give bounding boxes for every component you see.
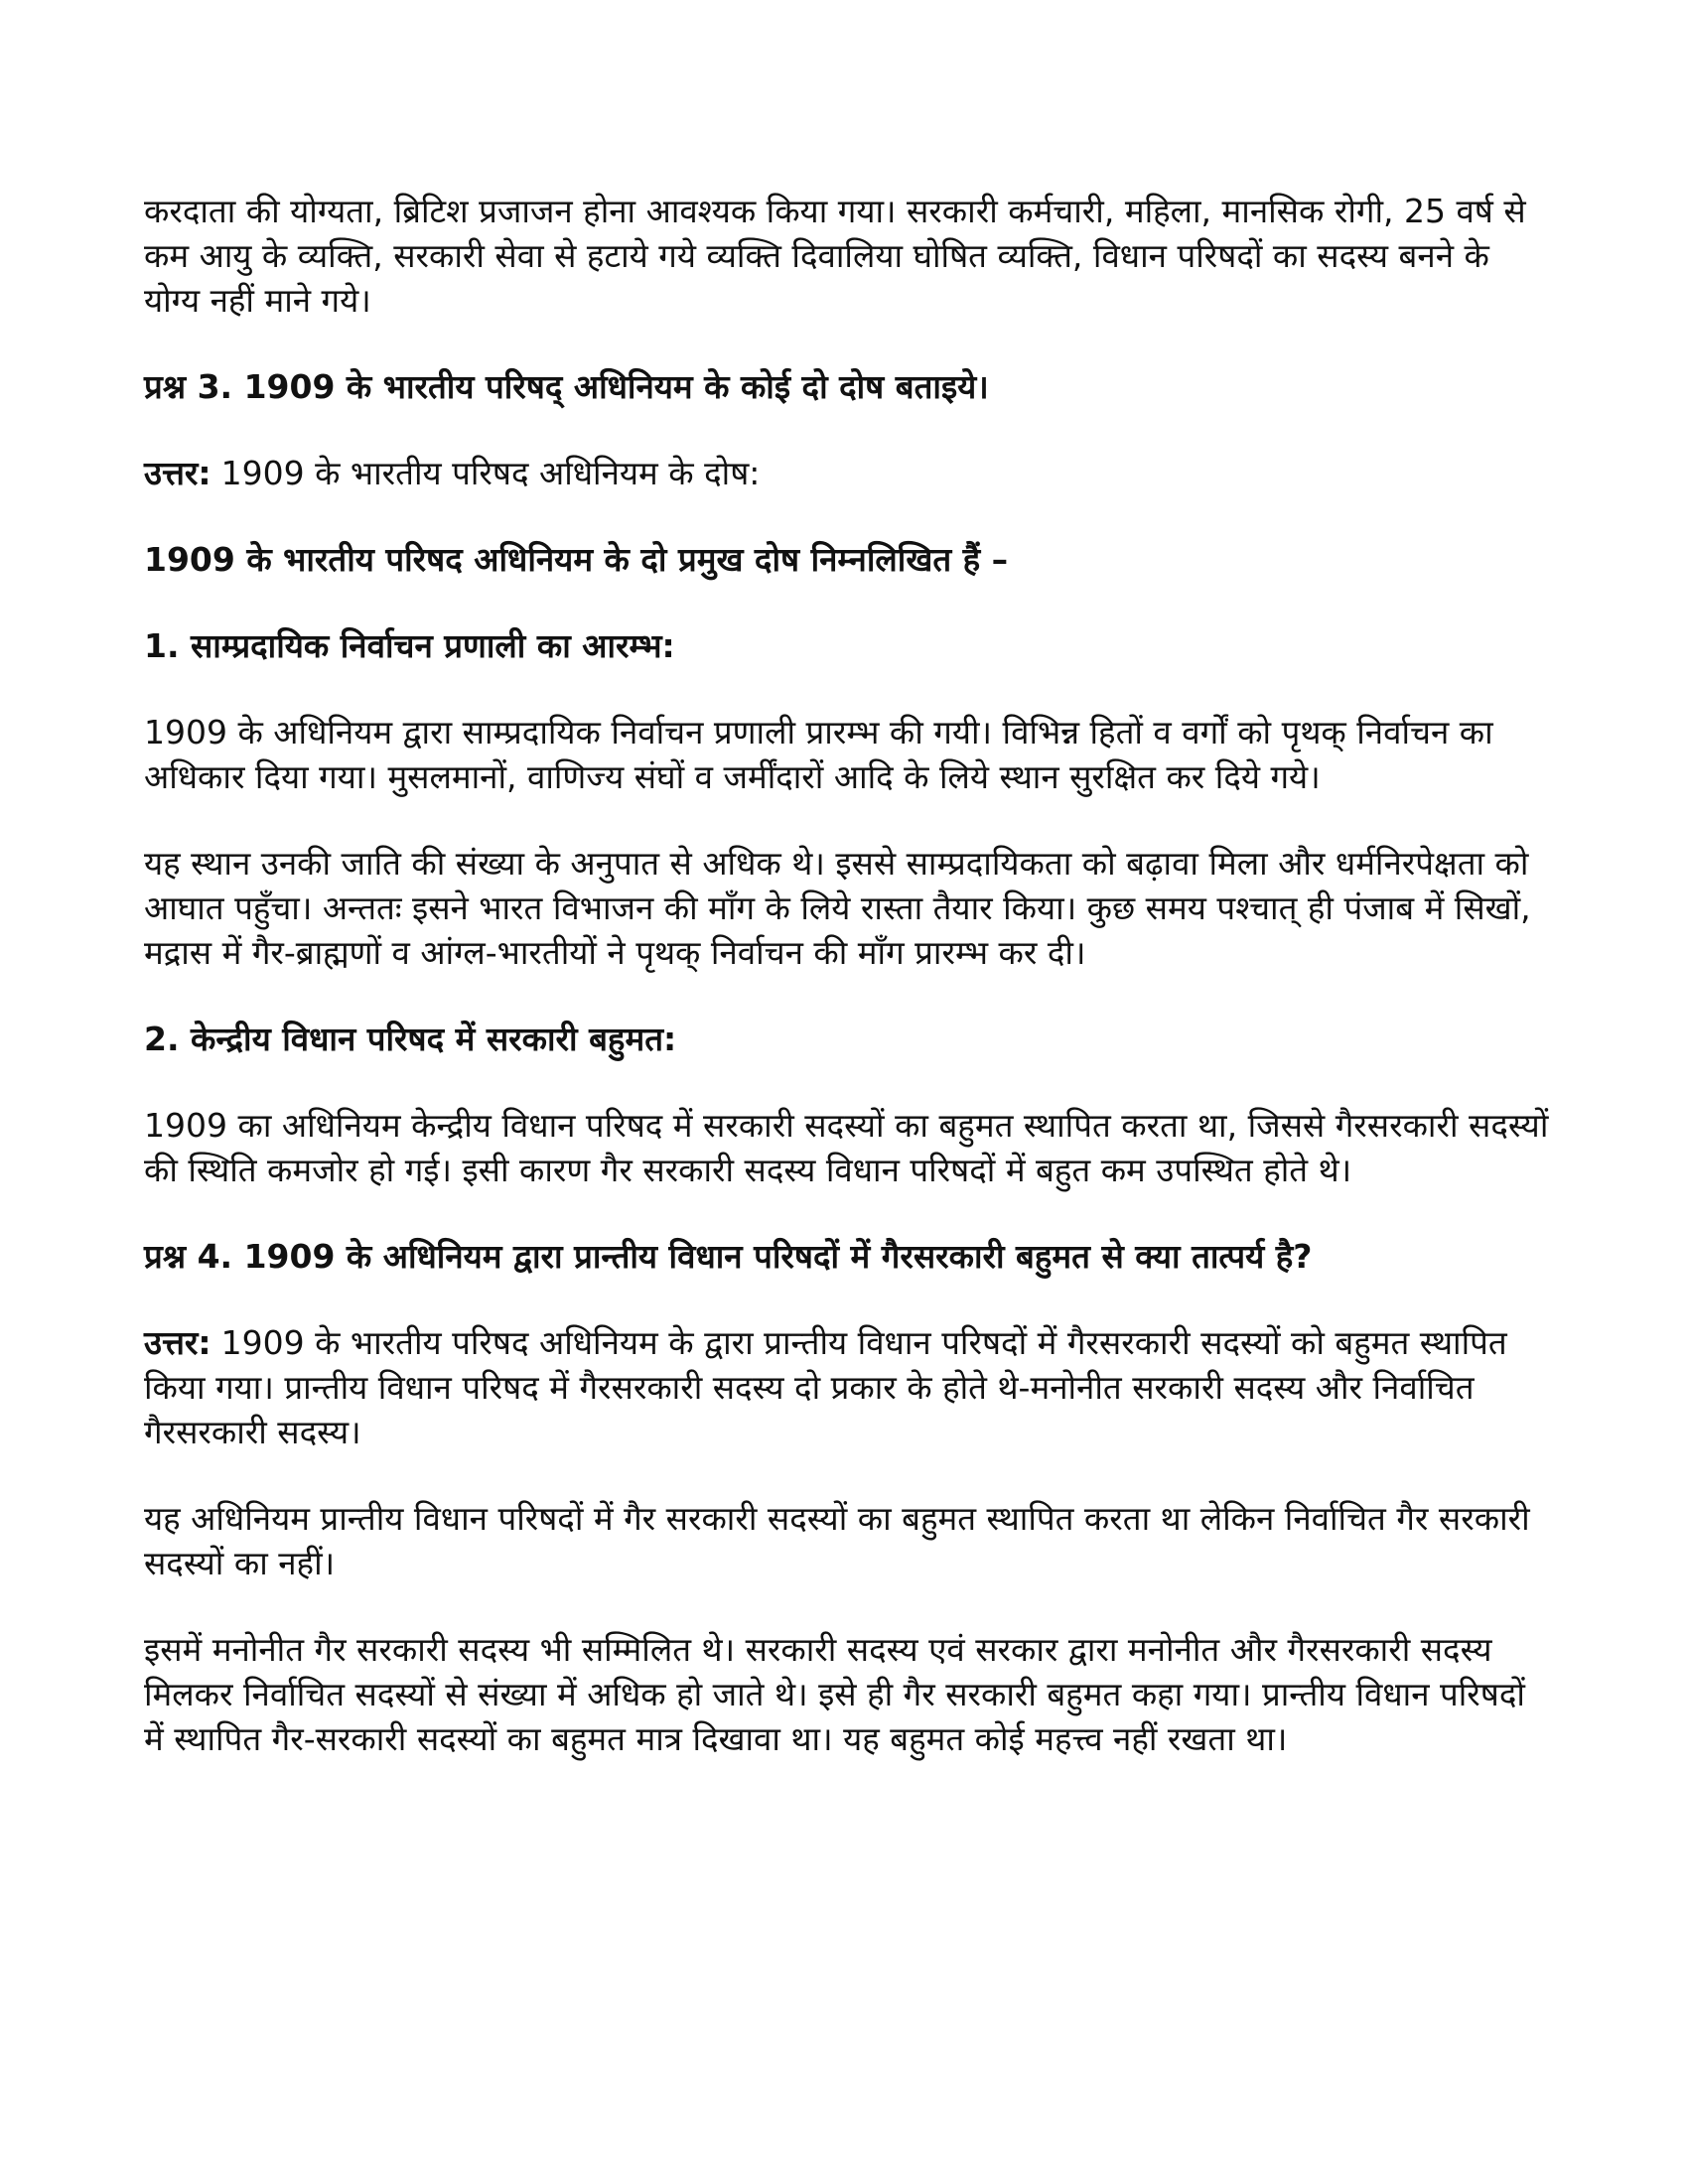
- answer-3-paragraph: [144, 451, 1549, 495]
- defect-2-heading: 2. केन्द्रीय विधान परिषद में सरकारी बहुमत:: [144, 1020, 677, 1058]
- answer-4-paragraph: [144, 1320, 1549, 1454]
- defect-1-paragraph-1: 1909 के अधिनियम द्वारा साम्प्रदायिक निर्वाचन प्रणाली प्रारम्भ की गयी। विभिन्न हितों व वर्गों को पृथक् निर्वाचन का अधिकार दिया गया। मुसलमानों, वाणिज्य संघों व जर्मींदारों आदि के लिये स्थान सुरक्षित कर दिये गये।: [144, 713, 1493, 796]
- answer-4-text: 1909 के भारतीय परिषद अधिनियम के द्वारा प्रान्तीय विधान परिषदों में गैरसरकारी सदस्यों को बहुमत स्थापित किया गया। प्रान्तीय विधान परिषद में गैरसरकारी सदस्य दो प्रकार के होते थे-मनोनीत सरकारी सदस्य और निर्वाचित गैरसरकारी सदस्य।: [144, 1323, 1507, 1451]
- answer-3-label: उत्तर:: [144, 454, 211, 492]
- question-4-heading: प्रश्न 4. 1909 के अधिनियम द्वारा प्रान्तीय विधान परिषदों में गैरसरकारी बहुमत से क्या तात्पर्य है?: [144, 1237, 1313, 1276]
- defect-2-paragraph: 1909 का अधिनियम केन्द्रीय विधान परिषद में सरकारी सदस्यों का बहुमत स्थापित करता था, जिससे गैरसरकारी सदस्यों की स्थिति कमजोर हो गई। इसी कारण गैर सरकारी सदस्य विधान परिषदों में बहुत कम उपस्थित होते थे।: [144, 1106, 1549, 1189]
- answer-4-paragraph-2: यह अधिनियम प्रान्तीय विधान परिषदों में गैर सरकारी सदस्यों का बहुमत स्थापित करता था लेकिन निर्वाचित गैर सरकारी सदस्यों का नहीं।: [144, 1499, 1530, 1582]
- defect-1-paragraph-2: यह स्थान उनकी जाति की संख्या के अनुपात से अधिक थे। इससे साम्प्रदायिकता को बढ़ावा मिला और धर्मनिरपेक्षता को आघात पहुँचा। अन्ततः इसने भारत विभाजन की माँग के लिये रास्ता तैयार किया। कुछ समय पश्चात् ही पंजाब में सिखों, मद्रास में गैर-ब्राह्मणों व आंग्ल-भारतीयों ने पृथक् निर्वाचन की माँग प्रारम्भ कर दी।: [144, 844, 1531, 972]
- defect-1-heading: 1. साम्प्रदायिक निर्वाचन प्रणाली का आरम्भ:: [144, 626, 675, 665]
- answer-4-label: उत्तर:: [144, 1323, 211, 1362]
- answer-4-paragraph-3: इसमें मनोनीत गैर सरकारी सदस्य भी सम्मिलित थे। सरकारी सदस्य एवं सरकार द्वारा मनोनीत और गैरसरकारी सदस्य मिलकर निर्वाचित सदस्यों से संख्या में अधिक हो जाते थे। इसे ही गैर सरकारी बहुमत कहा गया। प्रान्तीय विधान परिषदों में स्थापित गैर-सरकारी सदस्यों का बहुमत मात्र दिखावा था। यह बहुमत कोई महत्त्व नहीं रखता था।: [144, 1630, 1525, 1758]
- answer-3-text: 1909 के भारतीय परिषद अधिनियम के दोष:: [220, 454, 761, 492]
- defects-intro-heading: 1909 के भारतीय परिषद अधिनियम के दो प्रमुख दोष निम्नलिखित हैं –: [144, 540, 1009, 579]
- intro-paragraph: करदाता की योग्यता, ब्रिटिश प्रजाजन होना आवश्यक किया गया। सरकारी कर्मचारी, महिला, मानसिक रोगी, 25 वर्ष से कम आयु के व्यक्ति, सरकारी सेवा से हटाये गये व्यक्ति दिवालिया घोषित व्यक्ति, विधान परिषदों का सदस्य बनने के योग्य नहीं माने गये।: [144, 192, 1526, 320]
- question-3-heading: प्रश्न 3. 1909 के भारतीय परिषद् अधिनियम के कोई दो दोष बताइये।: [144, 367, 989, 406]
